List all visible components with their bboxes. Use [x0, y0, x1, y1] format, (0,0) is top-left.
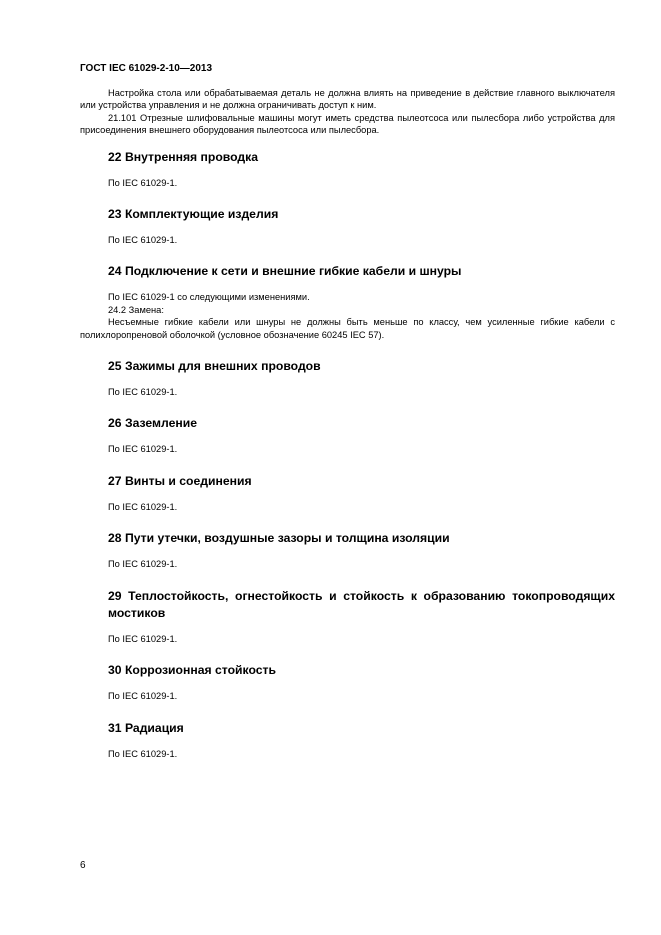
section-heading: 27 Винты и соединения: [108, 473, 252, 488]
section-22: [80, 149, 615, 189]
section-body: По IEC 61029-1.: [108, 691, 178, 702]
section-25: [80, 358, 615, 398]
section-29: [80, 588, 615, 645]
section-heading: 31 Радиация: [108, 720, 184, 735]
section-heading: 25 Зажимы для внешних проводов: [108, 359, 321, 374]
section-body: По IEC 61029-1.: [108, 748, 178, 759]
section-26: [80, 415, 615, 455]
page-number: 6: [80, 860, 86, 871]
section-heading: 23 Комплектующие изделия: [108, 207, 279, 222]
section-heading: 28 Пути утечки, воздушные зазоры и толщина изоляции: [108, 531, 450, 546]
section-27: [80, 473, 615, 513]
section-heading: 24 Подключение к сети и внешние гибкие кабели и шнуры: [108, 264, 462, 279]
section-23: [80, 206, 615, 246]
section-body: По IEC 61029-1.: [108, 235, 178, 246]
section-heading: 29 Теплостойкость, огнестойкость и стойкость к образованию токопроводящих мостиков: [108, 588, 615, 620]
section-body: По IEC 61029-1.: [108, 633, 178, 644]
section-body: По IEC 61029-1.: [108, 177, 178, 188]
section-heading: 22 Внутренняя проводка: [108, 149, 259, 164]
subclause-label: 24.2 Замена:: [108, 304, 164, 315]
section-body: По IEC 61029-1.: [108, 559, 178, 570]
page-content: [80, 87, 615, 760]
section-heading: 30 Коррозионная стойкость: [108, 663, 276, 678]
section-body: По IEC 61029-1 со следующими изменениями.: [108, 292, 310, 303]
section-body: По IEC 61029-1.: [108, 444, 178, 455]
document-code-header: ГОСТ IEC 61029-2-10—2013: [80, 63, 213, 74]
intro-paragraph: 21.101 Отрезные шлифовальные машины могут иметь средства пылеотсоса или пылесбора либо устройства для присоединения внешнего оборудования пылеотсоса или пылесбора.: [80, 112, 615, 136]
section-31: [80, 720, 615, 760]
intro-paragraph: Настройка стола или обрабатываемая деталь не должна влиять на приведение в действие главного выключателя или устройства управления и не должна ограничивать доступ к ним.: [80, 88, 615, 111]
section-heading: 26 Заземление: [108, 416, 198, 431]
section-30: [80, 662, 615, 702]
section-28: [80, 530, 615, 570]
subclause-text: Несъемные гибкие кабели или шнуры не должны быть меньше по классу, чем усиленные гибкие кабели с полихлоропреновой оболочкой (условное обозначение 60245 IEC 57).: [80, 317, 615, 340]
section-body: По IEC 61029-1.: [108, 387, 178, 398]
section-body: По IEC 61029-1.: [108, 501, 178, 512]
section-24: [80, 263, 615, 341]
